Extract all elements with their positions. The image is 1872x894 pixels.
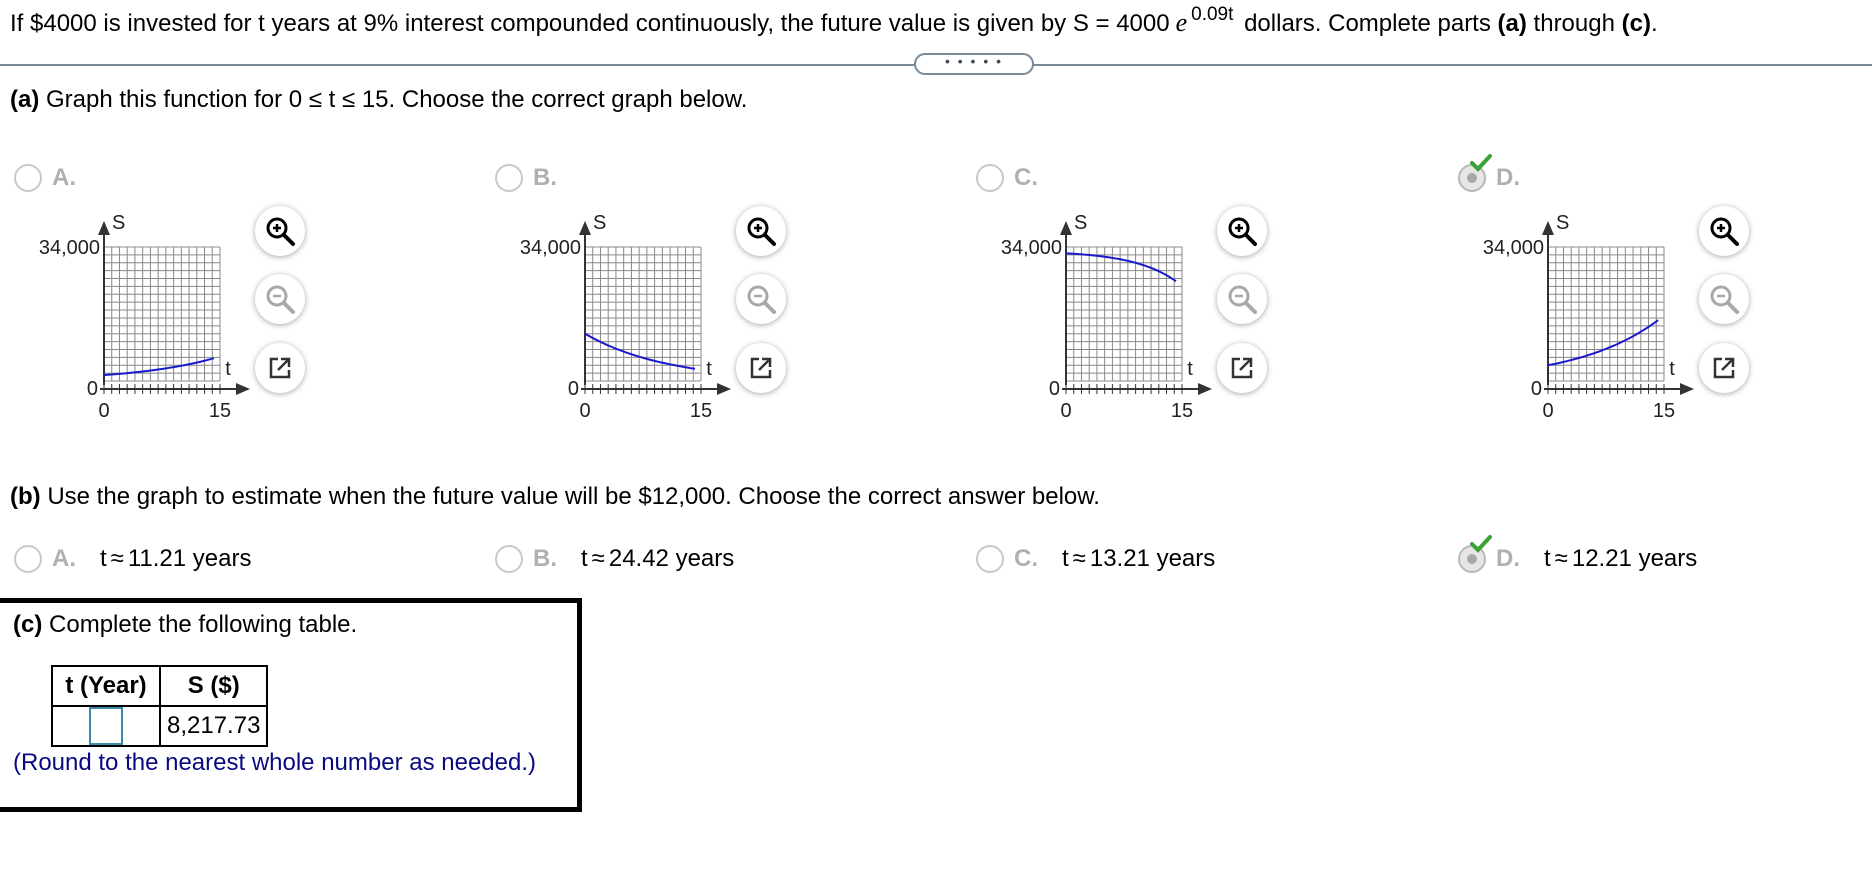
approx-symbol: ≈ bbox=[1554, 545, 1568, 572]
option-var: t bbox=[1062, 545, 1069, 572]
zoom-out-button[interactable] bbox=[1699, 274, 1749, 324]
radio-d[interactable] bbox=[1458, 164, 1486, 192]
question-prefix: If $4000 is invested for t years at 9% interest compounded continuously, the future value is given by S = 4000 bbox=[10, 10, 1170, 37]
y-axis-label: S bbox=[593, 212, 607, 234]
option-letter: B. bbox=[533, 545, 557, 572]
x-axis-arrow bbox=[717, 383, 731, 395]
x-axis-label: t bbox=[1669, 358, 1675, 380]
x-min-label: 0 bbox=[98, 400, 110, 422]
graph-d bbox=[1458, 205, 1698, 425]
exponent: 0.09t bbox=[1191, 4, 1234, 25]
rounding-hint: (Round to the nearest whole number as needed.) bbox=[13, 749, 536, 776]
function-curve bbox=[585, 334, 695, 369]
x-max-label: 15 bbox=[208, 400, 232, 422]
t-cell bbox=[52, 706, 160, 746]
zoom-in-button[interactable] bbox=[1699, 206, 1749, 256]
zoom-out-icon bbox=[264, 283, 296, 315]
y-max-label: 34,000 bbox=[1000, 237, 1062, 259]
table-header-row bbox=[52, 666, 267, 706]
x-axis-label: t bbox=[225, 358, 231, 380]
option-value: 12.21 years bbox=[1571, 545, 1698, 572]
function-curve bbox=[104, 358, 214, 375]
external-window-icon bbox=[267, 355, 293, 381]
part-b-text: Use the graph to estimate when the future value will be $12,000. Choose the correct answer below. bbox=[47, 483, 1100, 510]
option-text bbox=[100, 545, 251, 573]
option-value: 24.42 years bbox=[608, 545, 735, 572]
x-axis-label: t bbox=[1187, 358, 1193, 380]
value-table bbox=[51, 665, 268, 747]
open-graph-button[interactable] bbox=[1217, 343, 1267, 393]
open-graph-button[interactable] bbox=[736, 343, 786, 393]
header-t: t (Year) bbox=[52, 666, 160, 706]
y-axis-arrow bbox=[579, 221, 591, 235]
y-min-label: 0 bbox=[1048, 378, 1060, 400]
radio-c[interactable] bbox=[976, 545, 1004, 573]
grid bbox=[585, 247, 701, 381]
graph-c bbox=[976, 205, 1216, 425]
option-value: 13.21 years bbox=[1089, 545, 1216, 572]
expand-button[interactable]: • • • • • bbox=[914, 53, 1034, 75]
option-b-graph[interactable] bbox=[495, 164, 557, 192]
part-a-label: (a) bbox=[10, 86, 40, 113]
y-axis-arrow bbox=[98, 221, 110, 235]
option-var: t bbox=[100, 545, 107, 572]
y-max-label: 34,000 bbox=[519, 237, 581, 259]
header-s: S ($) bbox=[160, 666, 267, 706]
y-max-label: 34,000 bbox=[38, 237, 100, 259]
graph-a bbox=[14, 205, 254, 425]
question-text bbox=[10, 4, 1658, 38]
y-axis-label: S bbox=[1556, 212, 1570, 234]
function-curve bbox=[1066, 253, 1176, 281]
option-text bbox=[1062, 545, 1215, 573]
open-graph-button[interactable] bbox=[255, 343, 305, 393]
option-text bbox=[581, 545, 734, 573]
part-a-prompt bbox=[10, 86, 747, 114]
part-c-label: (c) bbox=[13, 611, 43, 638]
option-letter: D. bbox=[1496, 164, 1520, 191]
zoom-out-icon bbox=[1708, 283, 1740, 315]
x-max-label: 15 bbox=[689, 400, 713, 422]
option-a-answer[interactable] bbox=[14, 545, 251, 573]
option-c-graph[interactable] bbox=[976, 164, 1038, 192]
part-a-ref: (a) bbox=[1497, 10, 1527, 37]
checkmark-icon bbox=[1470, 154, 1492, 172]
euler-e: e bbox=[1175, 8, 1188, 37]
grid bbox=[1066, 247, 1182, 381]
part-c-prompt bbox=[13, 611, 357, 639]
option-letter: C. bbox=[1014, 164, 1038, 191]
radio-b[interactable] bbox=[495, 545, 523, 573]
option-d-graph[interactable] bbox=[1458, 164, 1520, 192]
y-axis-label: S bbox=[1074, 212, 1088, 234]
s-cell: 8,217.73 bbox=[160, 706, 267, 746]
y-min-label: 0 bbox=[1530, 378, 1542, 400]
approx-symbol: ≈ bbox=[591, 545, 605, 572]
option-d-answer[interactable] bbox=[1458, 545, 1697, 573]
y-min-label: 0 bbox=[86, 378, 98, 400]
x-axis-arrow bbox=[1198, 383, 1212, 395]
part-b-label: (b) bbox=[10, 483, 41, 510]
zoom-out-button[interactable] bbox=[1217, 274, 1267, 324]
zoom-in-icon bbox=[1708, 215, 1740, 247]
x-min-label: 0 bbox=[1542, 400, 1554, 422]
option-c-answer[interactable] bbox=[976, 545, 1215, 573]
radio-a[interactable] bbox=[14, 164, 42, 192]
option-letter: C. bbox=[1014, 545, 1038, 572]
x-axis-arrow bbox=[1680, 383, 1694, 395]
external-window-icon bbox=[1711, 355, 1737, 381]
option-letter: A. bbox=[52, 164, 76, 191]
graph-svg bbox=[495, 205, 735, 425]
y-axis-arrow bbox=[1542, 221, 1554, 235]
y-min-label: 0 bbox=[567, 378, 579, 400]
part-a-text: Graph this function for 0 ≤ t ≤ 15. Choose the correct graph below. bbox=[46, 86, 748, 113]
zoom-in-button[interactable] bbox=[255, 206, 305, 256]
option-value: 11.21 years bbox=[127, 545, 252, 572]
external-window-icon bbox=[1229, 355, 1255, 381]
t-answer-input[interactable] bbox=[89, 707, 123, 745]
option-letter: B. bbox=[533, 164, 557, 191]
option-letter: A. bbox=[52, 545, 76, 572]
function-curve bbox=[1548, 320, 1658, 365]
open-graph-button[interactable] bbox=[1699, 343, 1749, 393]
graph-b bbox=[495, 205, 735, 425]
x-axis-arrow bbox=[236, 383, 250, 395]
x-min-label: 0 bbox=[1060, 400, 1072, 422]
zoom-in-icon bbox=[264, 215, 296, 247]
zoom-out-button[interactable] bbox=[255, 274, 305, 324]
option-var: t bbox=[581, 545, 588, 572]
part-c-box bbox=[0, 598, 582, 812]
zoom-in-icon bbox=[1226, 215, 1258, 247]
radio-b[interactable] bbox=[495, 164, 523, 192]
y-axis-arrow bbox=[1060, 221, 1072, 235]
part-c-text: Complete the following table. bbox=[49, 611, 358, 638]
x-min-label: 0 bbox=[579, 400, 591, 422]
part-b-prompt bbox=[10, 483, 1100, 511]
approx-symbol: ≈ bbox=[110, 545, 124, 572]
option-letter: D. bbox=[1496, 545, 1520, 572]
graph-svg bbox=[976, 205, 1216, 425]
approx-symbol: ≈ bbox=[1072, 545, 1086, 572]
radio-d[interactable] bbox=[1458, 545, 1486, 573]
question-end: . bbox=[1650, 10, 1658, 37]
zoom-out-icon bbox=[745, 283, 777, 315]
graph-svg bbox=[14, 205, 254, 425]
zoom-out-icon bbox=[1226, 283, 1258, 315]
option-a-graph[interactable] bbox=[14, 164, 76, 192]
radio-c[interactable] bbox=[976, 164, 1004, 192]
x-max-label: 15 bbox=[1170, 400, 1194, 422]
checkmark-icon bbox=[1470, 535, 1492, 553]
external-window-icon bbox=[748, 355, 774, 381]
option-b-answer[interactable] bbox=[495, 545, 734, 573]
radio-a[interactable] bbox=[14, 545, 42, 573]
zoom-in-icon bbox=[745, 215, 777, 247]
y-axis-label: S bbox=[112, 212, 126, 234]
graph-svg bbox=[1458, 205, 1698, 425]
x-max-label: 15 bbox=[1652, 400, 1676, 422]
zoom-in-button[interactable] bbox=[736, 206, 786, 256]
option-text bbox=[1544, 545, 1697, 573]
part-c-ref: (c) bbox=[1621, 10, 1651, 37]
x-axis-label: t bbox=[706, 358, 712, 380]
table-row bbox=[52, 706, 267, 746]
question-through: through bbox=[1533, 10, 1615, 37]
zoom-in-button[interactable] bbox=[1217, 206, 1267, 256]
zoom-out-button[interactable] bbox=[736, 274, 786, 324]
question-suffix: dollars. Complete parts bbox=[1244, 10, 1491, 37]
y-max-label: 34,000 bbox=[1482, 237, 1544, 259]
option-var: t bbox=[1544, 545, 1551, 572]
